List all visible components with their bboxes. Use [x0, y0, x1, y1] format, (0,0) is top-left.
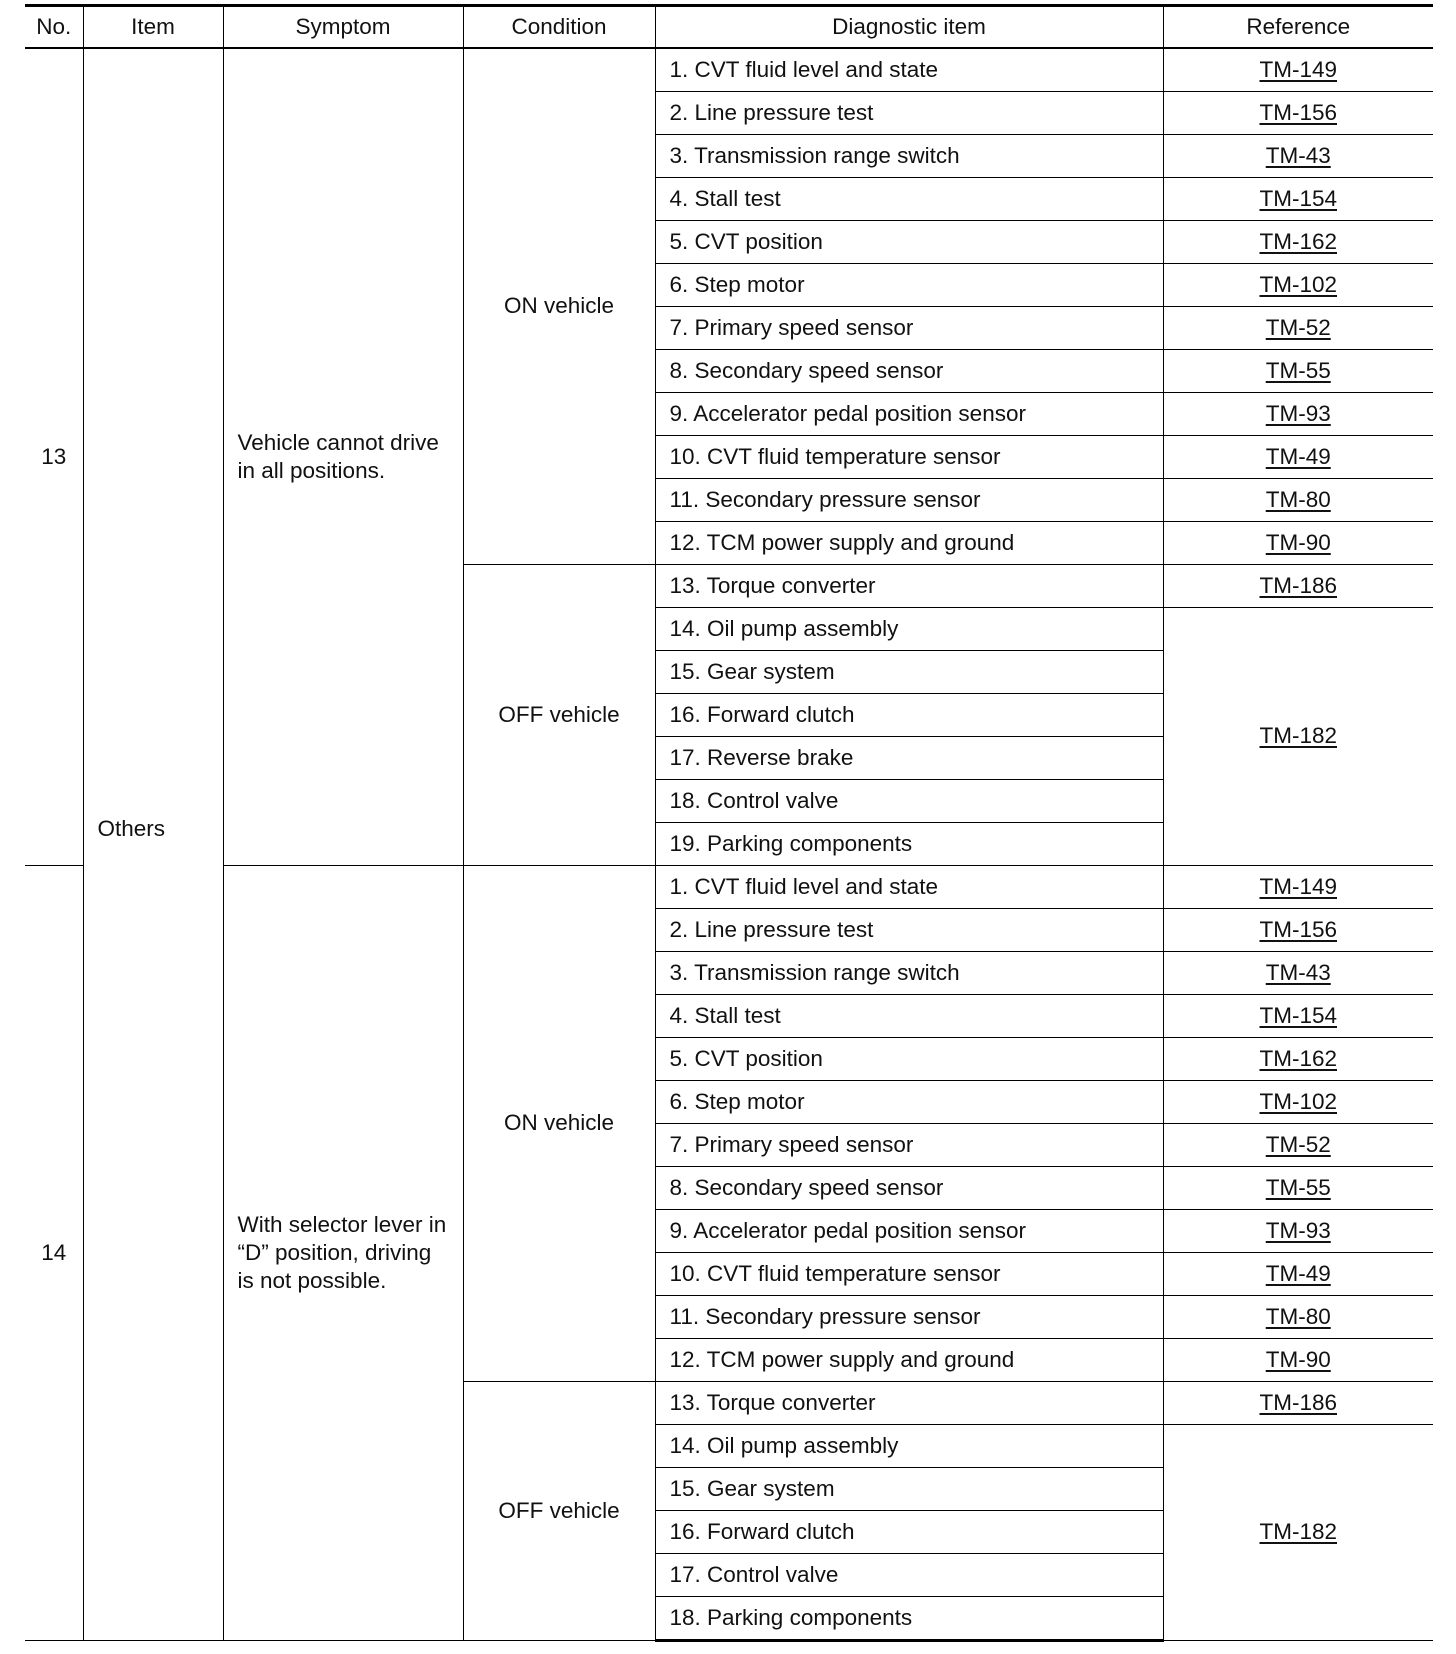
diagnostic-item-cell: 13. Torque converter	[655, 565, 1163, 608]
reference-cell	[1163, 1253, 1433, 1296]
reference-link[interactable]: TM-80	[1265, 486, 1331, 512]
diagnostic-item-cell: 18. Parking components	[655, 1597, 1163, 1641]
condition-cell: OFF vehicle	[463, 1382, 655, 1641]
table-row	[25, 48, 1433, 92]
diagnostic-item-cell: 16. Forward clutch	[655, 694, 1163, 737]
reference-cell	[1163, 1296, 1433, 1339]
header-diagnostic-item: Diagnostic item	[655, 6, 1163, 49]
diagnostic-item-cell: 11. Secondary pressure sensor	[655, 1296, 1163, 1339]
item-label: Others	[97, 816, 166, 841]
diagnostic-item-cell: 15. Gear system	[655, 1468, 1163, 1511]
reference-link[interactable]: TM-149	[1259, 56, 1338, 82]
reference-link[interactable]: TM-154	[1259, 185, 1338, 211]
condition-cell: OFF vehicle	[463, 565, 655, 866]
reference-cell	[1163, 135, 1433, 178]
reference-cell	[1163, 565, 1433, 608]
diagnostic-item-cell: 1. CVT fluid level and state	[655, 866, 1163, 909]
symptom-cell: Vehicle cannot drive in all positions.	[223, 48, 463, 866]
diagnostic-item-cell: 17. Control valve	[655, 1554, 1163, 1597]
reference-link[interactable]: TM-102	[1259, 271, 1338, 297]
reference-cell	[1163, 1425, 1433, 1641]
diagnostic-item-cell: 17. Reverse brake	[655, 737, 1163, 780]
diagnostic-item-cell: 5. CVT position	[655, 221, 1163, 264]
diagnostic-item-cell: 16. Forward clutch	[655, 1511, 1163, 1554]
header-condition: Condition	[463, 6, 655, 49]
reference-link[interactable]: TM-156	[1259, 916, 1338, 942]
reference-cell	[1163, 1124, 1433, 1167]
reference-link[interactable]: TM-162	[1259, 1045, 1338, 1071]
diagnosis-table	[25, 4, 1433, 1642]
reference-link[interactable]: TM-80	[1265, 1303, 1331, 1329]
diagnostic-item-cell: 5. CVT position	[655, 1038, 1163, 1081]
symptom-cell: With selector lever in “D” position, driving is not possible.	[223, 866, 463, 1641]
diagnostic-item-cell: 7. Primary speed sensor	[655, 307, 1163, 350]
reference-cell	[1163, 1081, 1433, 1124]
reference-link[interactable]: TM-43	[1265, 959, 1331, 985]
diagnostic-item-cell: 10. CVT fluid temperature sensor	[655, 436, 1163, 479]
table-row	[25, 866, 1433, 909]
diagnostic-item-cell: 9. Accelerator pedal position sensor	[655, 393, 1163, 436]
reference-cell	[1163, 307, 1433, 350]
reference-cell	[1163, 393, 1433, 436]
reference-link[interactable]: TM-162	[1259, 228, 1338, 254]
diagnostic-item-cell: 6. Step motor	[655, 264, 1163, 307]
diagnostic-item-cell: 11. Secondary pressure sensor	[655, 479, 1163, 522]
reference-link[interactable]: TM-186	[1259, 1389, 1338, 1415]
diagnostic-item-cell: 3. Transmission range switch	[655, 135, 1163, 178]
reference-cell	[1163, 909, 1433, 952]
reference-link[interactable]: TM-102	[1259, 1088, 1338, 1114]
diagnostic-item-cell: 2. Line pressure test	[655, 909, 1163, 952]
item-cell	[83, 48, 223, 1641]
diagnostic-item-cell: 1. CVT fluid level and state	[655, 48, 1163, 92]
reference-cell	[1163, 866, 1433, 909]
header-symptom: Symptom	[223, 6, 463, 49]
reference-cell	[1163, 221, 1433, 264]
diagnostic-item-cell: 19. Parking components	[655, 823, 1163, 866]
reference-cell	[1163, 264, 1433, 307]
diagnostic-item-cell: 12. TCM power supply and ground	[655, 1339, 1163, 1382]
reference-link[interactable]: TM-49	[1265, 1260, 1331, 1286]
row-number-cell: 13	[25, 48, 83, 866]
diagnostic-item-cell: 8. Secondary speed sensor	[655, 1167, 1163, 1210]
diagnostic-item-cell: 14. Oil pump assembly	[655, 1425, 1163, 1468]
reference-cell	[1163, 48, 1433, 92]
reference-cell	[1163, 479, 1433, 522]
header-row	[25, 6, 1433, 49]
reference-cell	[1163, 522, 1433, 565]
reference-cell	[1163, 1167, 1433, 1210]
reference-cell	[1163, 995, 1433, 1038]
reference-link[interactable]: TM-154	[1259, 1002, 1338, 1028]
reference-cell	[1163, 1210, 1433, 1253]
reference-link[interactable]: TM-156	[1259, 99, 1338, 125]
diagnostic-item-cell: 14. Oil pump assembly	[655, 608, 1163, 651]
diagnostic-item-cell: 6. Step motor	[655, 1081, 1163, 1124]
diagnostic-item-cell: 7. Primary speed sensor	[655, 1124, 1163, 1167]
reference-link[interactable]: TM-93	[1265, 400, 1331, 426]
diagnostic-item-cell: 18. Control valve	[655, 780, 1163, 823]
reference-link[interactable]: TM-149	[1259, 873, 1338, 899]
reference-cell	[1163, 1339, 1433, 1382]
reference-link[interactable]: TM-55	[1265, 357, 1331, 383]
diagnostic-item-cell: 12. TCM power supply and ground	[655, 522, 1163, 565]
diagnostic-item-cell: 8. Secondary speed sensor	[655, 350, 1163, 393]
diagnostic-item-cell: 3. Transmission range switch	[655, 952, 1163, 995]
reference-cell	[1163, 1038, 1433, 1081]
header-item: Item	[83, 6, 223, 49]
reference-link[interactable]: TM-49	[1265, 443, 1331, 469]
reference-cell	[1163, 92, 1433, 135]
reference-link[interactable]: TM-93	[1265, 1217, 1331, 1243]
reference-link[interactable]: TM-52	[1265, 1131, 1331, 1157]
reference-link[interactable]: TM-182	[1259, 723, 1338, 749]
reference-cell	[1163, 178, 1433, 221]
diagnostic-item-cell: 15. Gear system	[655, 651, 1163, 694]
reference-cell	[1163, 952, 1433, 995]
diagnostic-item-cell: 4. Stall test	[655, 178, 1163, 221]
condition-cell: ON vehicle	[463, 866, 655, 1382]
reference-cell	[1163, 1382, 1433, 1425]
reference-link[interactable]: TM-90	[1265, 1346, 1331, 1372]
reference-link[interactable]: TM-182	[1259, 1519, 1338, 1545]
reference-link[interactable]: TM-186	[1259, 572, 1338, 598]
diagnostic-item-cell: 10. CVT fluid temperature sensor	[655, 1253, 1163, 1296]
diagnostic-item-cell: 13. Torque converter	[655, 1382, 1163, 1425]
reference-link[interactable]: TM-52	[1265, 314, 1331, 340]
reference-link[interactable]: TM-55	[1265, 1174, 1331, 1200]
reference-link[interactable]: TM-43	[1265, 142, 1331, 168]
header-no: No.	[25, 6, 83, 49]
header-reference: Reference	[1163, 6, 1433, 49]
reference-cell	[1163, 350, 1433, 393]
reference-cell	[1163, 608, 1433, 866]
reference-cell	[1163, 436, 1433, 479]
diagnostic-item-cell: 4. Stall test	[655, 995, 1163, 1038]
diagnostic-item-cell: 2. Line pressure test	[655, 92, 1163, 135]
reference-link[interactable]: TM-90	[1265, 529, 1331, 555]
row-number-cell: 14	[25, 866, 83, 1641]
diagnostic-item-cell: 9. Accelerator pedal position sensor	[655, 1210, 1163, 1253]
condition-cell: ON vehicle	[463, 48, 655, 565]
